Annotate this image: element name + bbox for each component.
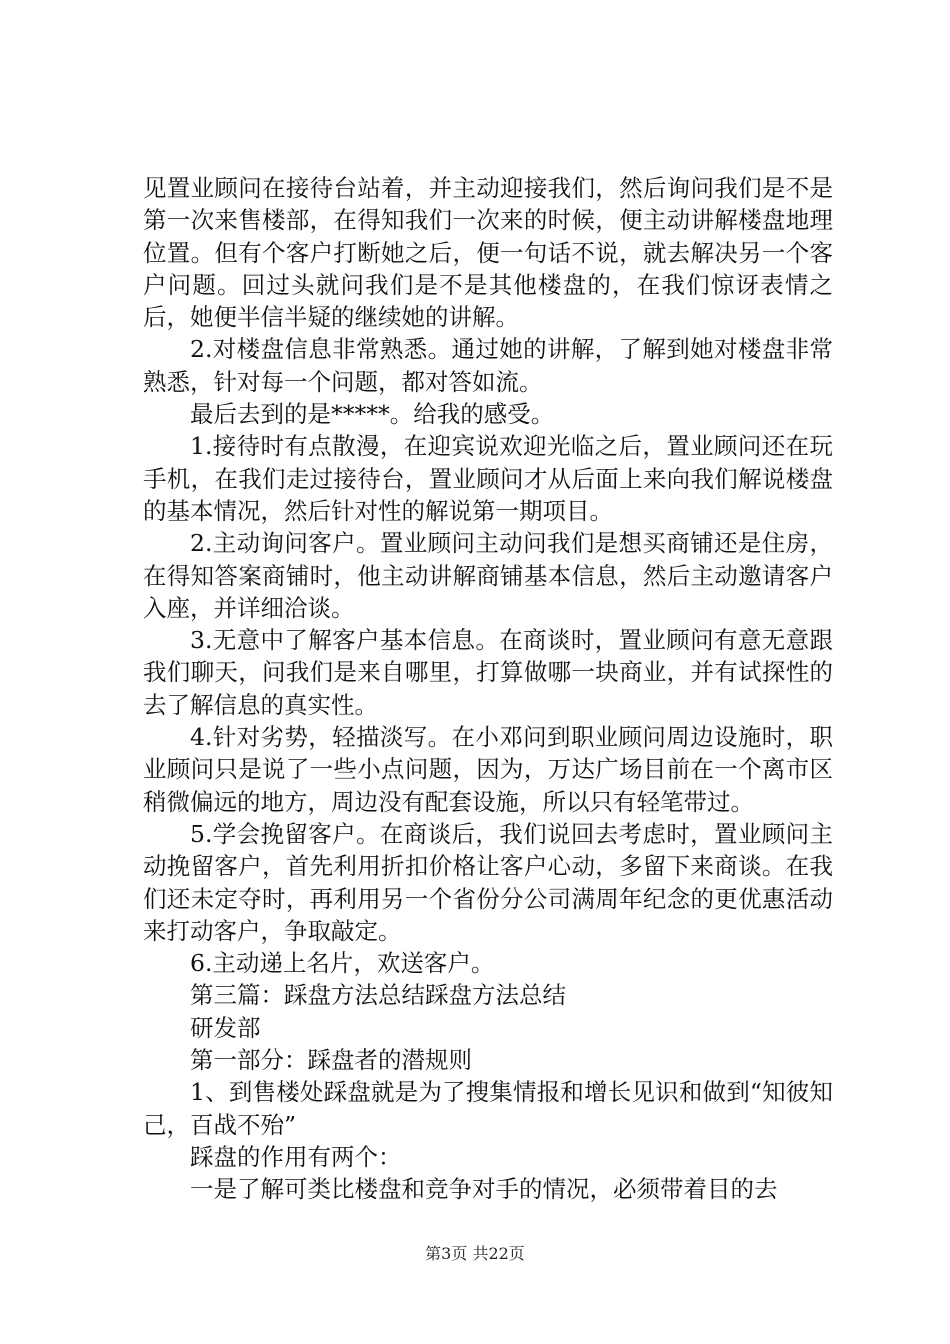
paragraph-last-visit: 最后去到的是*****。给我的感受。 — [190, 400, 555, 429]
paragraph-item-3-info: 3.无意中了解客户基本信息。在商谈时，置业顾问有意无意跟我们聊天，问我们是来自哪里，打算做哪一块商业，并有试探性的去了解信息的真实性。 — [143, 626, 833, 719]
paragraph-item-2-familiar: 2.对楼盘信息非常熟悉。通过她的讲解，了解到她对楼盘非常熟悉，针对每一个问题，都对答如流。 — [143, 335, 833, 396]
section-heading-part-three: 第三篇：踩盘方法总结踩盘方法总结 — [190, 981, 566, 1010]
section-heading-part-one: 第一部分：踩盘者的潜规则 — [190, 1046, 472, 1075]
department-label: 研发部 — [190, 1013, 261, 1042]
document-body — [143, 172, 833, 1206]
paragraph-item-6-card: 6.主动递上名片，欢送客户。 — [190, 949, 495, 978]
paragraph-item-2-inquire: 2.主动询问客户。置业顾问主动问我们是想买商铺还是住房，在得知答案商铺时，他主动讲解商铺基本信息，然后主动邀请客户入座，并详细洽谈。 — [143, 529, 833, 622]
paragraph-purpose-intro: 踩盘的作用有两个： — [190, 1142, 402, 1171]
paragraph-continuation: 见置业顾问在接待台站着，并主动迎接我们，然后询问我们是不是第一次来售楼部，在得知我们一次来的时候，便主动讲解楼盘地理位置。但有个客户打断她之后，便一句话不说，就去解决另一个客户问题。回过头就问我们是不是其他楼盘的，在我们惊讶表情之后，她便半信半疑的继续她的讲解。 — [143, 174, 833, 332]
paragraph-item-1-reception: 1.接待时有点散漫，在迎宾说欢迎光临之后，置业顾问还在玩手机，在我们走过接待台，置业顾问才从后面上来向我们解说楼盘的基本情况，然后针对性的解说第一期项目。 — [143, 432, 833, 525]
paragraph-rule-1: 1、到售楼处踩盘就是为了搜集情报和增长见识和做到“知彼知己，百战不殆” — [143, 1078, 833, 1139]
page-number-footer: 第3页 共22页 — [425, 1244, 525, 1263]
paragraph-item-4-weakness: 4.针对劣势，轻描淡写。在小邓问到职业顾问周边设施时，职业顾问只是说了一些小点问题，因为，万达广场目前在一个离市区稍微偏远的地方，周边没有配套设施，所以只有轻笔带过。 — [143, 723, 833, 816]
paragraph-item-5-retain: 5.学会挽留客户。在商谈后，我们说回去考虑时，置业顾问主动挽留客户，首先利用折扣价格让客户心动，多留下来商谈。在我们还未定夺时，再利用另一个省份分公司满周年纪念的更优惠活动来打动客户，争取敲定。 — [143, 819, 833, 945]
paragraph-purpose-one: 一是了解可类比楼盘和竞争对手的情况，必须带着目的去 — [190, 1175, 778, 1204]
